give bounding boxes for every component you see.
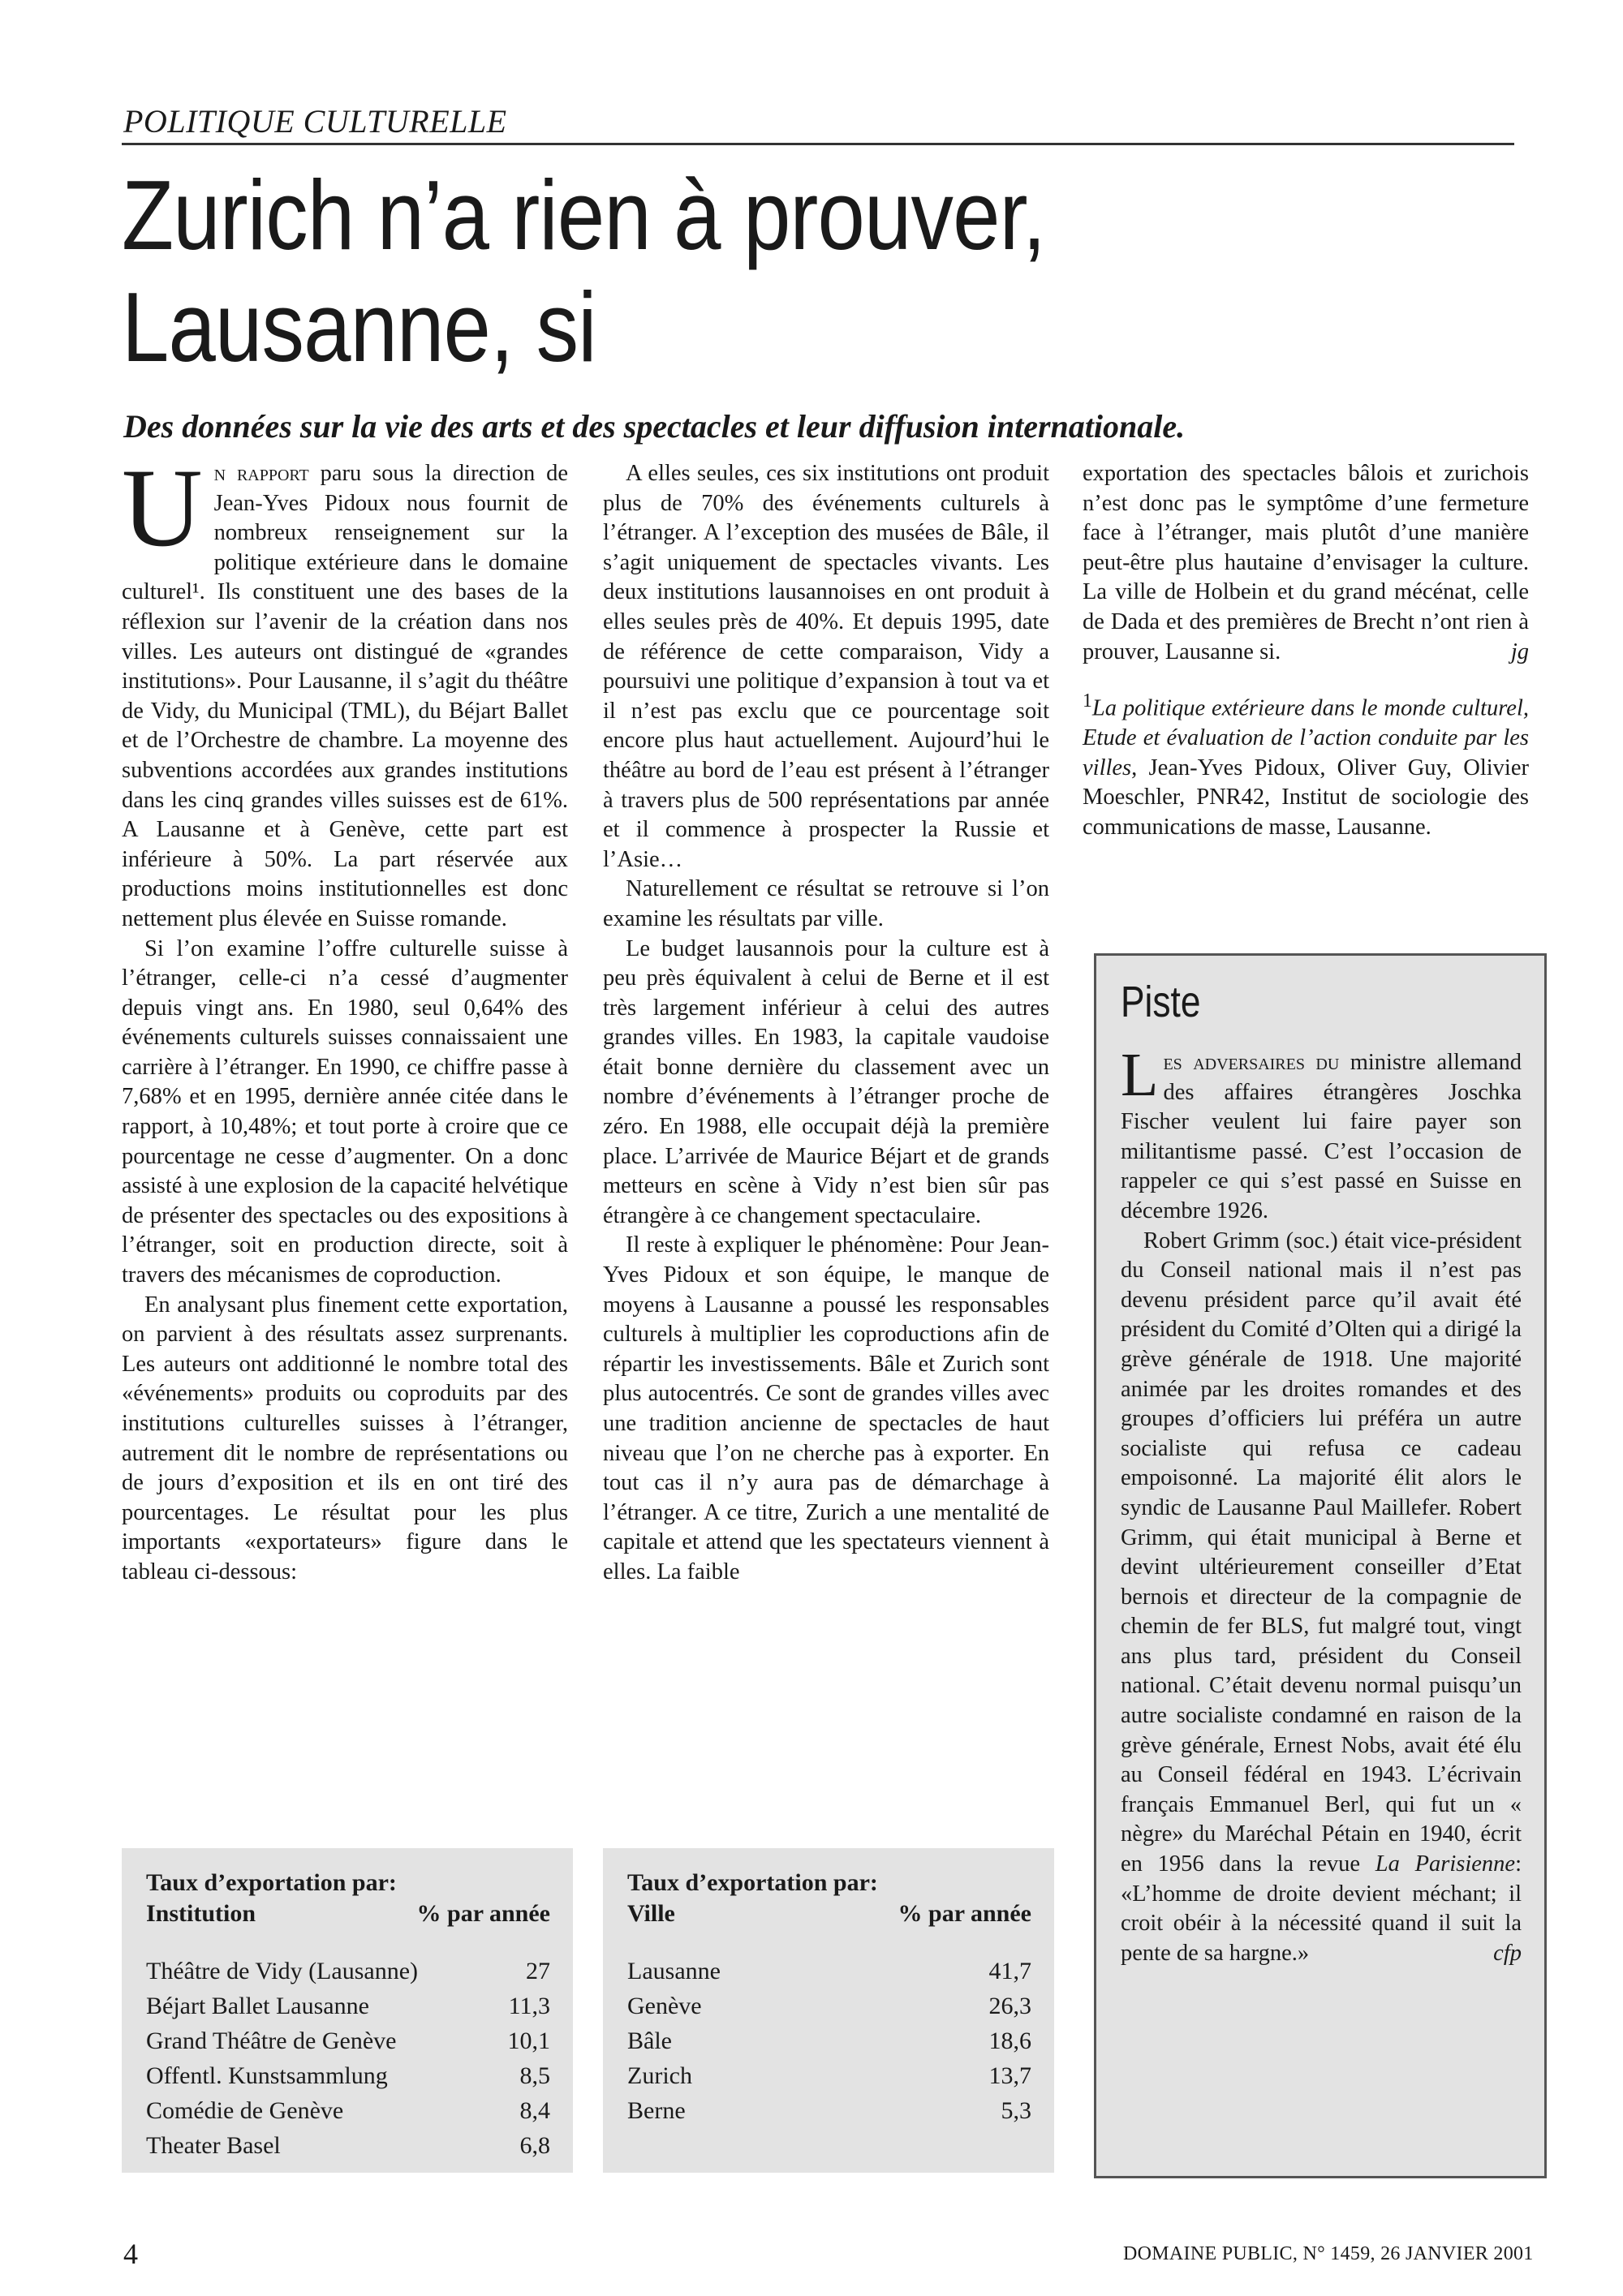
column-header: Ville <box>627 1900 675 1927</box>
row-value: 13,7 <box>988 2062 1031 2089</box>
row-label: Berne <box>627 2097 686 2124</box>
row-value: 11,3 <box>508 1993 550 2019</box>
footnote-text: , Jean-Yves Pidoux, Oliver Guy, Olivier Moeschler, PNR42, Institut de sociologie des communications de masse, Lausanne. <box>1083 755 1529 841</box>
paragraph: A elles seules, ces six institutions ont produit plus de 70% des événements culturels à l’étranger. A l’exception des musées de Bâle, il s’agit uniquement de spectacles vivants. Les deux institutions lausannoises en ont produit à elles seules près de 40%. Et depuis 1995, date de référence de cette comparaison, Vidy a poursuivi une politique d’expansion à tout va et il n’est pas exclu que ce pourcentage soit encore plus haut actuellement. Aujourd’hui le théâtre au bord de l’eau est présent à l’étranger à travers plus de 500 représentations par année et il commence à prospecter la Russie et l’Asie… <box>603 461 1049 872</box>
footnote-title: La politique extérieure dans le monde culturel, Etude et évaluation de l’action conduite par les villes <box>1083 695 1529 780</box>
footnote-marker: 1 <box>1083 690 1092 712</box>
paragraph <box>1083 459 1529 667</box>
italic-title: La Parisienne <box>1375 1851 1516 1877</box>
row-value: 41,7 <box>988 1958 1031 1984</box>
article-headline <box>122 159 1308 383</box>
table-row <box>627 1989 1031 2023</box>
piste-title: Piste <box>1121 978 1201 1026</box>
column-header: Institution <box>146 1900 256 1927</box>
paragraph-text: paru sous la direction de Jean-Yves Pidoux nous fournit de nombreux renseignement sur la politique extérieure dans le domaine culturel¹. Ils constituent une des bases de la réflexion sur l’avenir de la création dans nos villes. Les auteurs ont distingué de «grandes institutions». Pour Lausanne, il s’agit du théâtre de Vidy, du Municipal (TML), du Béjart Ballet et de l’Orchestre de chambre. La moyenne des subventions accordées aux grandes institutions dans les cinq grandes villes suisses est de 61%. A Lausanne et à Genève, cette part est inférieure à 50%. La part réservée aux productions moins institutionnelles est donc nettement plus élevée en Suisse romande. <box>122 461 568 931</box>
paragraph <box>1121 1227 1522 1969</box>
column-header: % par année <box>416 1900 550 1927</box>
table-header <box>627 1898 1031 1929</box>
table-row <box>146 2023 550 2058</box>
row-value: 6,8 <box>519 2132 550 2159</box>
row-label: Theater Basel <box>146 2132 281 2159</box>
row-label: Théâtre de Vidy (Lausanne) <box>146 1958 418 1984</box>
row-value: 27 <box>526 1958 550 1984</box>
table-row <box>627 2058 1031 2093</box>
publication-info: DOMAINE PUBLIC, N° 1459, 26 JANVIER 2001 <box>1123 2243 1534 2264</box>
paragraph-text: exportation des spectacles bâlois et zurichois n’est donc pas le symptôme d’une fermeture face à l’étranger, mais plutôt d’une manière peut-être plus hautaine d’envisager la culture. La ville de Holbein et du grand mécénat, celle de Dada et des premières de Brecht n’ont rien à prouver, Lausanne si. <box>1083 461 1529 664</box>
paragraph <box>1121 1041 1522 1227</box>
piste-sidebar-box <box>1094 953 1547 2178</box>
drop-cap: L <box>1121 1041 1159 1109</box>
article-column-1 <box>122 445 568 1588</box>
table-row <box>146 2058 550 2093</box>
small-caps-opening: es adversaires du <box>1163 1050 1340 1075</box>
table-row <box>146 2128 550 2163</box>
table-row <box>146 1989 550 2023</box>
row-value: 10,1 <box>507 2027 550 2054</box>
section-label: POLITIQUE CULTURELLE <box>123 103 507 140</box>
table-row <box>627 1954 1031 1989</box>
footnote <box>1083 686 1529 842</box>
row-value: 8,5 <box>519 2062 550 2089</box>
table-row <box>627 2093 1031 2128</box>
row-value: 18,6 <box>988 2027 1031 2054</box>
headline-line-1: Zurich n’a rien à prouver, <box>122 160 1046 270</box>
table-title: Taux d’exportation par: <box>146 1869 397 1896</box>
article-lead: Des données sur la vie des arts et des spectacles et leur diffusion internationale. <box>123 408 1186 445</box>
paragraph-text: Robert Grimm (soc.) était vice-président du Conseil national mais il n’est pas devenu président parce qu’il avait été président du Comité d’Olten qui a dirigé la grève générale de 1918. Une majorité animée par les droites romandes et des groupes d’officiers lui préféra un autre socialiste qui refusa ce cadeau empoisonné. La majorité élit alors le syndic de Lausanne Paul Maillefer. Robert Grimm, qui était municipal à Berne et devint ultérieurement conseiller d’Etat bernois et directeur de la compagnie de chemin de fer BLS, fut malgré tout, vingt ans plus tard, président du Conseil national. C’était devenu normal puisqu’un autre socialiste condamné en raison de la grève générale, Ernest Nobs, avait été élu au Conseil fédéral en 1943. L’écrivain français Emmanuel Berl, qui fut un « nègre» du Maréchal Pétain en 1940, écrit en 1956 dans la revue <box>1121 1228 1522 1877</box>
column-header: % par année <box>898 1900 1031 1927</box>
row-value: 26,3 <box>988 1993 1031 2019</box>
export-table-city <box>603 1848 1054 2173</box>
row-label: Béjart Ballet Lausanne <box>146 1993 369 2019</box>
table-row <box>627 2023 1031 2058</box>
piste-text <box>1121 1041 1522 1968</box>
author-signature: jg <box>1510 638 1529 664</box>
paragraph: Il reste à expliquer le phénomène: Pour Jean-Yves Pidoux et son équipe, le manque de moyens à Lausanne a poussé les responsables culturels à multiplier les coproductions afin de répartir les investissements. Bâle et Zurich sont plus autocentrés. Ce sont de grandes villes avec une tradition ancienne de spectacles de haut niveau que l’on ne cherche pas à exporter. En tout cas il n’y aura pas de démarchage à l’étranger. A ce titre, Zurich a une mentalité de capitale et attend que les spectateurs viennent à elles. La faible <box>603 1232 1049 1584</box>
article-column-3 <box>1083 459 1529 843</box>
table-title: Taux d’exportation par: <box>627 1869 878 1896</box>
row-label: Bâle <box>627 2027 672 2054</box>
row-label: Comédie de Genève <box>146 2097 344 2124</box>
row-value: 8,4 <box>519 2097 550 2124</box>
table-row <box>146 2093 550 2128</box>
paragraph: En analysant plus finement cette exportation, on parvient à des résultats assez surprenants. Les auteurs ont additionné le nombre total des «événements» produits ou coproduits par des institutions culturelles suisses à l’étranger, autrement dit le nombre de représentations ou de jours d’exposition et ils en ont tiré des pourcentages. Le résultat pour les plus importants «exportateurs» figure dans le tableau ci-dessous: <box>122 1292 568 1584</box>
row-label: Offentl. Kunstsammlung <box>146 2062 388 2089</box>
article-column-2 <box>603 459 1049 1588</box>
export-table-institution <box>122 1848 573 2173</box>
row-label: Genève <box>627 1993 702 2019</box>
author-signature: cfp <box>1493 1940 1522 1966</box>
paragraph: Naturellement ce résultat se retrouve si l’on examine les résultats par ville. <box>603 876 1049 931</box>
header-rule <box>122 143 1514 145</box>
page-number: 4 <box>123 2238 138 2270</box>
paragraph <box>122 445 568 935</box>
paragraph: Si l’on examine l’offre culturelle suisse à l’étranger, celle-ci n’a cessé d’augmenter depuis vingt ans. En 1980, seul 0,64% des événements culturels suisses connaissaient une carrière à l’étranger. En 1990, ce chiffre passe à 7,68% et en 1995, dernière année citée dans le rapport, à 10,48%; et tout porte à croire que ce pourcentage ne cesse d’augmenter. On a donc assisté à une explosion de la capacité helvétique de présenter des spectacles ou des expositions à l’étranger, soit en production directe, soit à travers des mécanismes de coproduction. <box>122 935 568 1288</box>
headline-line-2: Lausanne, si <box>122 272 596 382</box>
table-header <box>146 1898 550 1929</box>
row-label: Lausanne <box>627 1958 721 1984</box>
paragraph: Le budget lausannois pour la culture est à peu près équivalent à celui de Berne et il est très largement inférieur à celui des autres grandes villes. En 1983, la capitale vaudoise était bonne dernière du classement avec un nombre d’événements à l’étranger proche de zéro. En 1988, elle occupait déjà la première place. L’arrivée de Maurice Béjart et de grands metteurs en scène à Vidy n’est bien sûr pas étrangère à ce changement spectaculaire. <box>603 935 1049 1228</box>
table-row <box>146 1954 550 1989</box>
drop-cap: U <box>122 445 203 570</box>
small-caps-opening: n rapport <box>213 461 309 486</box>
paragraph-text: ministre allemand des affaires étrangères Joschka Fischer veulent lui faire payer son militantisme passé. C’est l’occasion de rappeler ce qui s’est passé en Suisse en décembre 1926. <box>1121 1050 1522 1223</box>
row-value: 5,3 <box>1001 2097 1031 2124</box>
row-label: Zurich <box>627 2062 692 2089</box>
paragraph-text: : «L’homme de droite devient méchant; il croit obéir à la nécessité quand il suit la pente de sa hargne.» <box>1121 1851 1522 1966</box>
row-label: Grand Théâtre de Genève <box>146 2027 397 2054</box>
